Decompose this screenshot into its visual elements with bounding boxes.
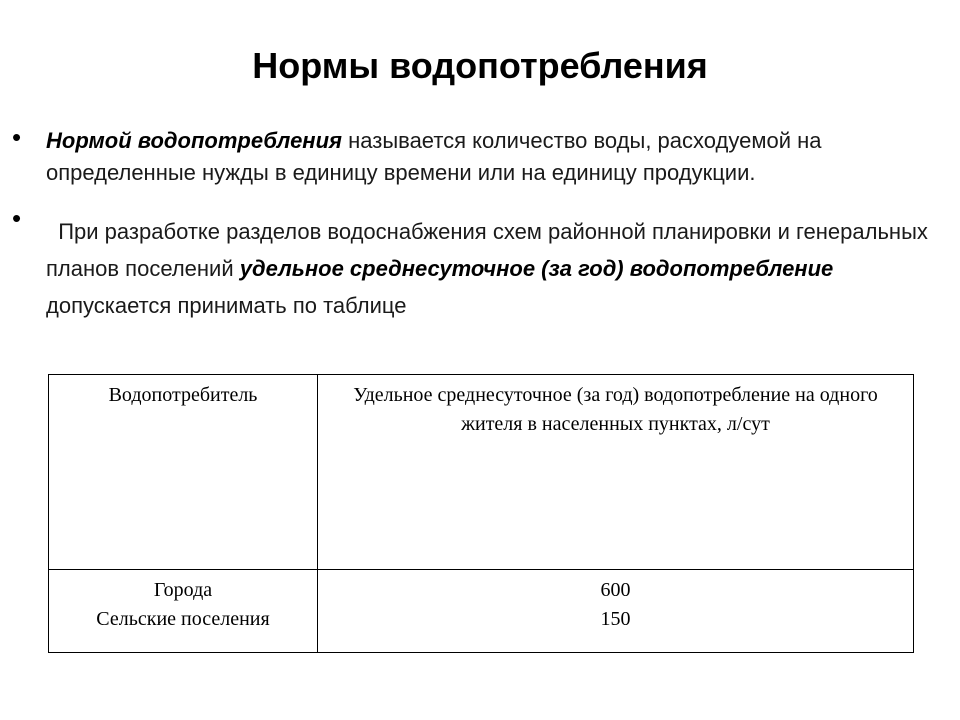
planning-text-a: При разработке разделов водоснабжения схем районной планировки и генеральных планов поселений — [46, 219, 935, 281]
definition-term: Нормой водопотребления — [46, 128, 342, 153]
planning-text-b: допускается принимать по таблице — [46, 293, 407, 318]
header-consumer: Водопотребитель — [49, 375, 318, 570]
page-title: Нормы водопотребления — [252, 45, 708, 86]
definition-text: называется количество воды, расходуемой на определенные нужды в единицу времени или на единицу продукции. — [46, 128, 822, 185]
value-rural: 150 — [600, 608, 631, 630]
consumer-cell — [49, 570, 318, 653]
table-row — [49, 570, 914, 653]
bullet-marker: • — [12, 122, 22, 152]
water-norms-table — [48, 374, 914, 653]
value-city: 600 — [600, 579, 631, 601]
planning-paragraph — [46, 213, 951, 324]
table-header-row — [49, 375, 914, 570]
bullet-marker: • — [12, 203, 22, 233]
header-norm: Удельное среднесуточное (за год) водопотребление на одного жителя в населенных пунктах, л/сут — [318, 375, 914, 570]
norm-cell — [318, 570, 914, 653]
planning-emphasis: удельное среднесуточное (за год) водопотребление — [239, 256, 834, 281]
consumer-rural: Сельские поселения — [96, 608, 270, 630]
consumer-city: Города — [153, 579, 213, 601]
definition-paragraph — [46, 125, 951, 189]
